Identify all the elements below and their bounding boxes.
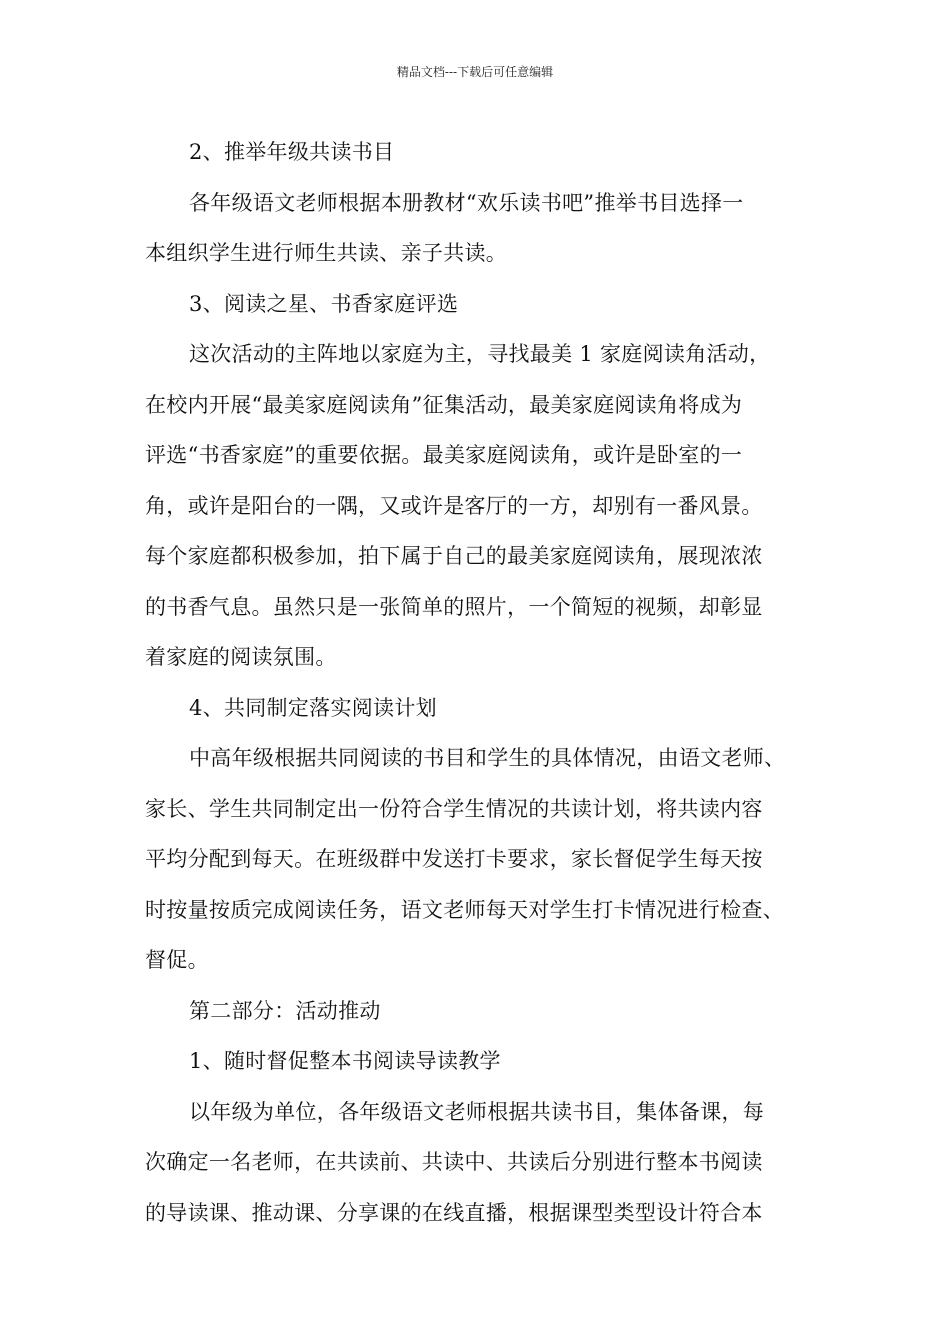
text-line: 评选“书香家庭”的重要依据。最美家庭阅读角，或许是卧室的一 xyxy=(145,443,743,467)
text-line: 2、推举年级共读书目 xyxy=(189,140,395,164)
text-line: 这次活动的主阵地以家庭为主，寻找最美 1 家庭阅读角活动， xyxy=(189,342,771,366)
text-line: 4、共同制定落实阅读计划 xyxy=(189,695,437,720)
text-line: 3、阅读之星、书香家庭评选 xyxy=(189,291,459,316)
text-line: 的导读课、推动课、分享课的在线直播，根据课型类型设计符合本 xyxy=(145,1200,763,1225)
text-line: 次确定一名老师，在共读前、共读中、共读后分别进行整本书阅读 xyxy=(145,1150,763,1174)
text-line: 督促。 xyxy=(145,948,209,972)
text-line: 第二部分：活动推动 xyxy=(189,998,381,1023)
text-line: 平均分配到每天。在班级群中发送打卡要求，家长督促学生每天按 xyxy=(145,847,763,871)
text-line: 时按量按质完成阅读任务，语文老师每天对学生打卡情况进行检查、 xyxy=(145,897,784,922)
document-body xyxy=(145,127,815,1238)
text-line: 着家庭的阅读氛围。 xyxy=(145,645,337,669)
text-line: 以年级为单位，各年级语文老师根据共读书目，集体备课，每 xyxy=(189,1099,765,1124)
text-line: 中高年级根据共同阅读的书目和学生的具体情况，由语文老师、 xyxy=(189,746,786,770)
text-line: 每个家庭都积极参加，拍下属于自己的最美家庭阅读角，展现浓浓 xyxy=(145,544,763,568)
text-line: 家长、学生共同制定出一份符合学生情况的共读计划，将共读内容 xyxy=(145,796,763,821)
text-line: 各年级语文老师根据本册教材“欢乐读书吧”推举书目选择一 xyxy=(189,190,744,215)
page-header: 精品文档---下载后可任意编辑 xyxy=(396,65,554,79)
text-line: 的书香气息。虽然只是一张简单的照片，一个简短的视频，却彰显 xyxy=(145,594,763,619)
text-line: 在校内开展“最美家庭阅读角”征集活动，最美家庭阅读角将成为 xyxy=(145,392,743,417)
text-line: 本组织学生进行师生共读、亲子共读。 xyxy=(145,241,508,265)
text-line: 角，或许是阳台的一隅，又或许是客厅的一方，却别有一番风景。 xyxy=(145,493,763,518)
text-line: 1、随时督促整本书阅读导读教学 xyxy=(189,1049,501,1073)
